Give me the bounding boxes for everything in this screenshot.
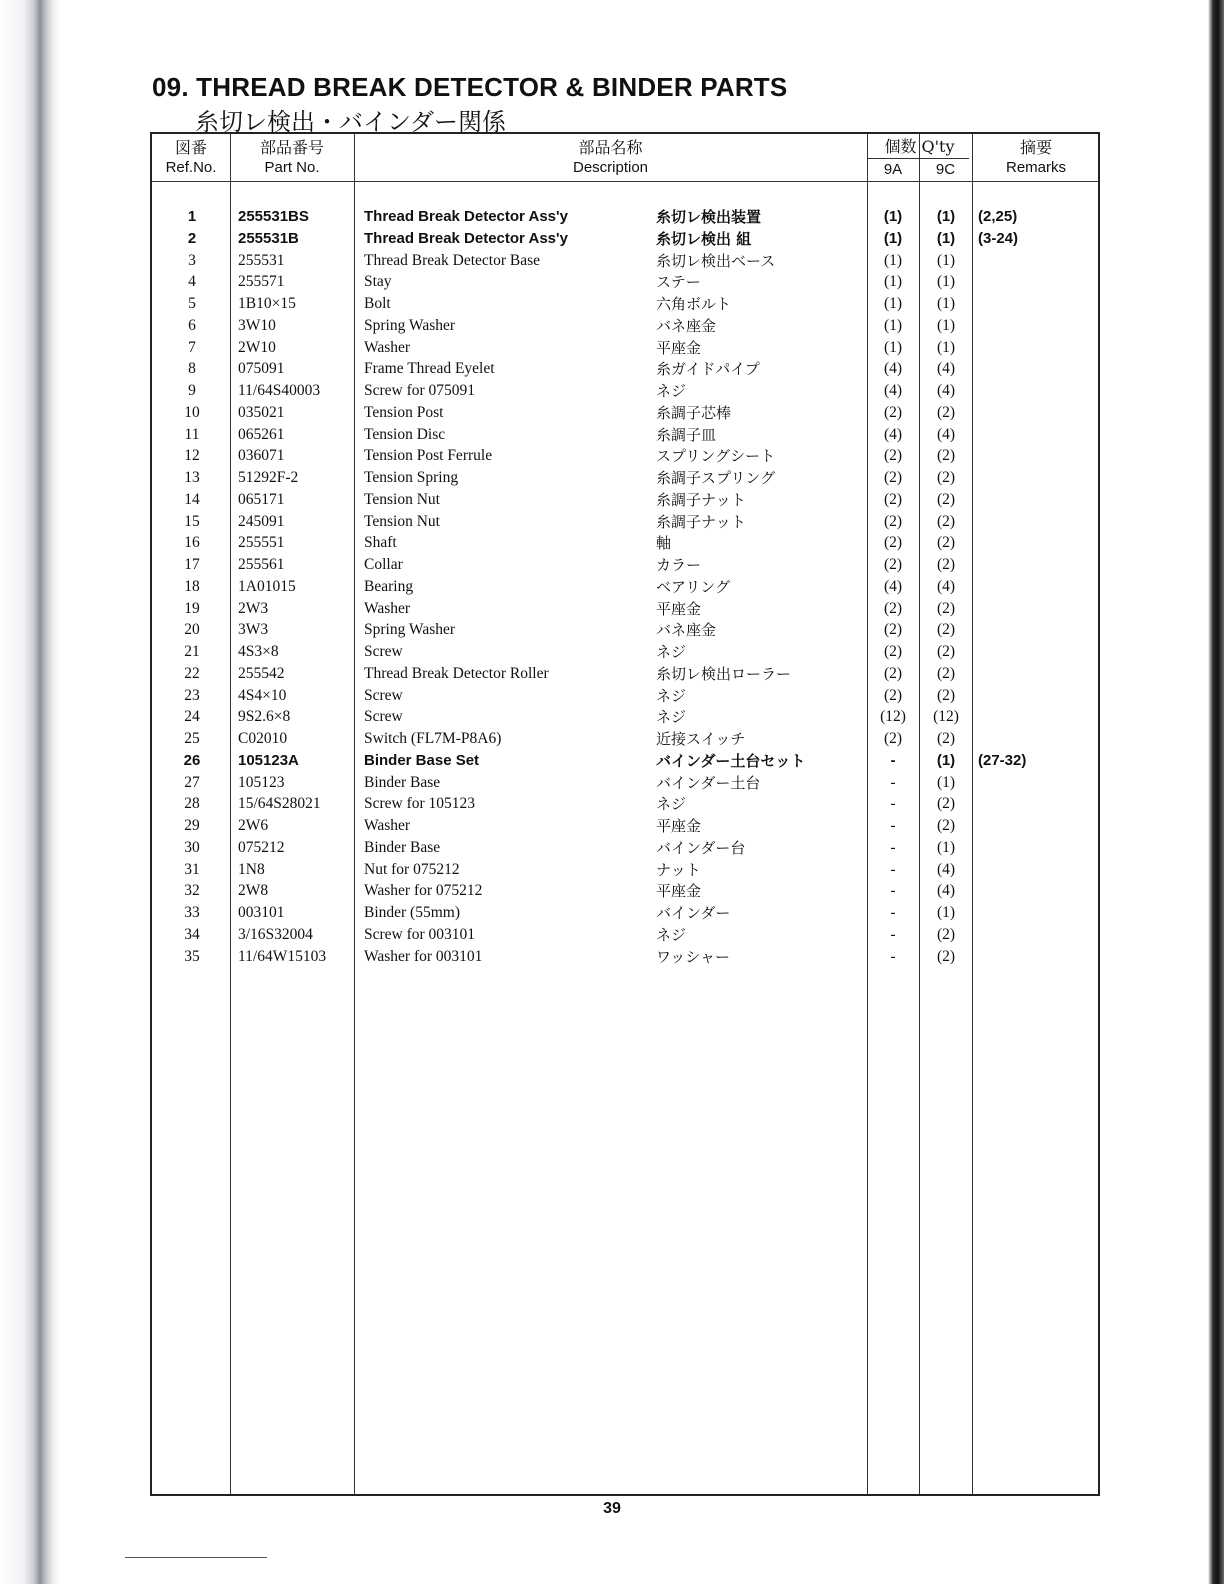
qty-9a: - [890, 773, 896, 791]
qty-9c: (2) [936, 534, 956, 552]
ref-number: 6 [188, 316, 196, 334]
description: Spring Washer [364, 621, 456, 639]
description: Screw [364, 686, 403, 704]
page-title: 09. THREAD BREAK DETECTOR & BINDER PARTS [152, 72, 788, 102]
description: Screw [364, 643, 403, 660]
description: Thread Break Detector Ass'y [364, 208, 568, 225]
ref-number: 8 [188, 360, 196, 378]
part-number: 255551 [238, 534, 285, 552]
description: Thread Break Detector Roller [364, 664, 549, 682]
table-row [152, 511, 1098, 533]
description-japanese: バネ座金 [656, 316, 717, 335]
description: Screw for 003101 [364, 925, 476, 943]
ref-number: 27 [184, 773, 200, 791]
description-japanese: バインダー土台 [656, 773, 761, 792]
part-number: 075091 [238, 360, 285, 378]
qty-9c: (4) [936, 360, 956, 378]
qty-9c: (12) [933, 708, 959, 726]
description-japanese: 糸調子ナット [656, 490, 746, 509]
description-japanese: ネジ [656, 925, 687, 944]
table-row [152, 358, 1098, 380]
qty-9c: (4) [936, 382, 956, 399]
qty-9c: (1) [936, 904, 956, 921]
description: Collar [364, 556, 403, 573]
table-row [152, 619, 1098, 641]
qty-9a: (1) [883, 229, 903, 247]
qty-9a: (2) [883, 534, 903, 552]
qty-9a: (2) [883, 621, 903, 639]
header-part [230, 138, 354, 178]
table-row [152, 206, 1098, 228]
description: Tension Post [364, 403, 444, 421]
qty-9c: (1) [936, 229, 956, 247]
ref-number: 20 [184, 621, 200, 639]
ref-number: 24 [184, 708, 200, 726]
qty-9c: (2) [936, 686, 956, 704]
part-number: 245091 [238, 512, 285, 530]
part-number: 105123A [238, 751, 299, 769]
description-japanese: バインダー台 [656, 838, 746, 857]
description: Spring Washer [364, 316, 456, 334]
part-number: 15/64S28021 [238, 795, 321, 813]
ref-number: 14 [184, 490, 200, 508]
table-row [152, 598, 1098, 620]
description: Tension Spring [364, 469, 459, 486]
qty-9c: (1) [936, 208, 956, 225]
header-description-jp: 部品名称 [578, 138, 643, 157]
qty-9c: (2) [936, 556, 956, 573]
header-qty-9c: 9C [935, 161, 956, 178]
description: Stay [364, 273, 392, 291]
part-number: 003101 [238, 904, 285, 921]
qty-9c: (4) [936, 425, 956, 443]
ref-number: 15 [184, 512, 200, 530]
table-row [152, 946, 1098, 968]
description-japanese: 糸切レ検出ベース [656, 251, 776, 270]
qty-9a: (1) [883, 338, 903, 356]
ref-number: 33 [184, 904, 200, 921]
ref-number: 19 [184, 599, 200, 617]
part-number: 1A01015 [238, 577, 296, 595]
part-number: 2W8 [238, 882, 269, 900]
table-row [152, 315, 1098, 337]
description-japanese: バネ座金 [656, 621, 717, 640]
header-ref [152, 138, 230, 178]
description: Switch (FL7M-P8A6) [364, 730, 502, 747]
description-japanese: 平座金 [656, 599, 702, 618]
ref-number: 26 [183, 751, 201, 769]
header-qty-9a: 9A [883, 161, 903, 178]
page-number: 39 [603, 1500, 621, 1517]
description-japanese: 糸調子芯棒 [656, 403, 732, 422]
qty-9a: (2) [883, 490, 903, 508]
description: Tension Nut [364, 490, 440, 508]
description: Washer [364, 338, 411, 356]
ref-number: 4 [188, 273, 196, 291]
description: Screw for 105123 [364, 795, 476, 813]
qty-9a: (2) [883, 556, 903, 573]
header-part-en: Part No. [264, 159, 320, 176]
header-ref-en: Ref.No. [165, 159, 217, 176]
description: Bolt [364, 295, 391, 312]
ref-number: 2 [187, 229, 197, 247]
qty-9a: (12) [880, 708, 906, 726]
header-qty-label: 個数 Q'ty [884, 137, 955, 156]
table-row [152, 772, 1098, 794]
qty-9c: (1) [936, 273, 956, 291]
qty-9a: (1) [883, 316, 903, 334]
ref-number: 13 [184, 469, 200, 486]
ref-number: 9 [188, 382, 196, 399]
part-number: 255571 [238, 273, 285, 291]
qty-9a: (2) [883, 447, 903, 465]
remarks: (2,25) [978, 208, 1018, 225]
description-japanese: バインダー [656, 904, 731, 922]
description-japanese: ネジ [656, 708, 687, 727]
qty-9a: (1) [883, 208, 903, 225]
qty-9a: (2) [883, 730, 903, 747]
table-row [152, 837, 1098, 859]
qty-9c: (2) [936, 403, 956, 421]
qty-9c: (1) [936, 295, 956, 312]
ref-number: 5 [188, 295, 196, 312]
part-number: 11/64S40003 [238, 382, 321, 399]
description-japanese: カラー [656, 556, 702, 574]
part-number: 51292F-2 [238, 469, 299, 486]
description-japanese: 糸切レ検出装置 [656, 208, 762, 226]
description: Bearing [364, 577, 414, 595]
table-row [152, 859, 1098, 881]
part-number: 2W6 [238, 817, 269, 834]
qty-9a: - [890, 795, 896, 813]
description-japanese: 糸調子ナット [656, 512, 746, 531]
part-number: 036071 [238, 447, 285, 465]
part-number: 255561 [238, 556, 285, 573]
ref-number: 31 [184, 860, 200, 878]
part-number: 3/16S32004 [238, 925, 313, 943]
part-number: 11/64W15103 [238, 947, 327, 965]
header-description [354, 138, 867, 178]
part-number: 035021 [238, 403, 285, 421]
table-row [152, 228, 1098, 250]
description: Binder Base [364, 838, 441, 856]
part-number: 075212 [238, 838, 285, 856]
ref-number: 1 [187, 208, 197, 225]
ref-number: 21 [184, 643, 200, 660]
header-part-jp: 部品番号 [259, 138, 324, 157]
ref-number: 30 [184, 838, 200, 856]
part-number: 1B10×15 [238, 295, 296, 312]
description: Washer for 075212 [364, 882, 483, 900]
qty-9a: (1) [883, 273, 903, 291]
part-number: 2W3 [238, 599, 269, 617]
part-number: 105123 [238, 773, 285, 791]
qty-9a: (2) [883, 469, 903, 486]
table-row [152, 685, 1098, 707]
qty-9c: (1) [936, 251, 956, 269]
remarks: (3-24) [978, 229, 1019, 247]
ref-number: 28 [184, 795, 200, 813]
ref-number: 25 [184, 730, 200, 747]
qty-9c: (1) [936, 338, 956, 356]
table-row [152, 924, 1098, 946]
qty-9a: - [890, 817, 896, 834]
ref-number: 11 [184, 425, 200, 443]
table-row [152, 880, 1098, 902]
ref-number: 32 [184, 882, 200, 900]
description-japanese: 平座金 [656, 817, 702, 835]
ref-number: 12 [184, 447, 200, 465]
description-japanese: ステー [656, 273, 701, 292]
qty-9a: (4) [883, 360, 903, 378]
description-japanese: 軸 [656, 534, 672, 553]
qty-9c: (4) [936, 577, 956, 595]
description-japanese: ワッシャー [656, 947, 730, 966]
qty-9a: - [890, 751, 896, 769]
page-title-japanese: 糸切レ検出・バインダー関係 [195, 108, 507, 136]
description-japanese: ネジ [656, 795, 687, 814]
ref-number: 16 [184, 534, 200, 552]
qty-9c: (1) [936, 773, 956, 791]
table-row [152, 467, 1098, 489]
qty-9a: (4) [883, 382, 903, 399]
description-japanese: 糸調子皿 [656, 425, 717, 444]
page-binding-shadow-left [0, 0, 60, 1584]
description: Shaft [364, 534, 397, 552]
description-japanese: 平座金 [656, 882, 702, 901]
qty-9a: (2) [883, 643, 903, 660]
qty-9a: (2) [883, 686, 903, 704]
qty-9c: (2) [936, 730, 956, 747]
table-row [152, 902, 1098, 924]
part-number: 255531BS [238, 208, 309, 225]
qty-9a: (1) [883, 295, 903, 312]
part-number: 4S4×10 [238, 686, 287, 704]
qty-9a: (4) [883, 577, 903, 595]
description: Binder Base [364, 773, 441, 791]
qty-9a: - [890, 947, 896, 965]
qty-9c: (1) [936, 316, 956, 334]
qty-9c: (2) [936, 469, 956, 486]
description: Binder (55mm) [364, 904, 460, 921]
qty-9a: - [890, 882, 896, 900]
table-row [152, 380, 1098, 402]
qty-9a: (1) [883, 251, 903, 269]
part-number: 065171 [238, 490, 285, 508]
header-remarks-jp: 摘要 [1019, 138, 1052, 157]
ref-number: 29 [184, 817, 200, 834]
ref-number: 18 [184, 577, 200, 595]
description-japanese: ネジ [656, 382, 687, 400]
part-number: 255531B [238, 229, 299, 247]
qty-9c: (2) [936, 490, 956, 508]
part-number: 1N8 [238, 860, 265, 878]
description: Washer for 003101 [364, 947, 483, 965]
qty-9c: (2) [936, 947, 956, 965]
description-japanese: 平座金 [656, 338, 702, 357]
qty-9a: - [890, 925, 896, 943]
description: Frame Thread Eyelet [364, 360, 495, 378]
description: Nut for 075212 [364, 860, 460, 878]
part-number: 4S3×8 [238, 643, 279, 660]
table-row [152, 728, 1098, 750]
table-row [152, 793, 1098, 815]
qty-9a: (4) [883, 425, 903, 443]
description: Screw [364, 708, 403, 726]
header-qty [867, 137, 972, 157]
description: Binder Base Set [364, 751, 480, 769]
qty-9c: (2) [936, 795, 956, 813]
part-number: 3W10 [238, 316, 276, 334]
description-japanese: ネジ [656, 643, 687, 661]
qty-9c: (2) [936, 925, 956, 943]
description-japanese: 近接スイッチ [656, 730, 746, 748]
description: Tension Disc [364, 425, 446, 443]
description-japanese: ネジ [656, 686, 687, 705]
qty-9c: (2) [936, 599, 956, 617]
qty-9a: (2) [883, 664, 903, 682]
description: Thread Break Detector Ass'y [364, 229, 568, 247]
qty-9a: - [890, 838, 896, 856]
ref-number: 3 [188, 251, 196, 269]
description: Screw for 075091 [364, 382, 476, 399]
header-remarks [972, 138, 1100, 178]
table-row [152, 424, 1098, 446]
table-row [152, 750, 1098, 772]
qty-9c: (1) [936, 838, 956, 856]
ref-number: 23 [184, 686, 200, 704]
table-row [152, 445, 1098, 467]
part-number: 3W3 [238, 621, 269, 639]
ref-number: 17 [184, 556, 200, 573]
qty-9a: (2) [883, 512, 903, 530]
table-row [152, 293, 1098, 315]
footnote-rule [125, 1557, 267, 1558]
table-row [152, 532, 1098, 554]
qty-9c: (2) [936, 643, 956, 660]
description-japanese: バインダー土台セット [656, 751, 806, 770]
qty-9c: (4) [936, 882, 956, 900]
qty-9c: (2) [936, 512, 956, 530]
description-japanese: 糸ガイドパイプ [656, 360, 760, 379]
description-japanese: ナット [656, 860, 701, 879]
table-row [152, 489, 1098, 511]
parts-table [150, 132, 1100, 1496]
qty-9a: - [890, 904, 896, 921]
table-row [152, 337, 1098, 359]
header-ref-jp: 図番 [174, 138, 207, 157]
description: Washer [364, 817, 411, 834]
table-row [152, 576, 1098, 598]
table-row [152, 815, 1098, 837]
ref-number: 10 [184, 403, 200, 421]
description-japanese: ベアリング [656, 577, 731, 596]
part-number: 065261 [238, 425, 285, 443]
header-description-en: Description [572, 159, 649, 176]
qty-9c: (2) [936, 817, 956, 834]
part-number: 255531 [238, 251, 285, 269]
description: Tension Post Ferrule [364, 447, 493, 465]
description: Thread Break Detector Base [364, 251, 541, 269]
part-number: 9S2.6×8 [238, 708, 291, 726]
qty-9c: (2) [936, 621, 956, 639]
description-japanese: 糸調子スプリング [656, 469, 776, 487]
ref-number: 35 [184, 947, 200, 965]
page-binding-shadow-right [1160, 0, 1224, 1584]
description-japanese: 糸切レ検出 組 [656, 229, 752, 248]
table-row [152, 402, 1098, 424]
qty-subheader-divider [867, 158, 969, 159]
table-row [152, 706, 1098, 728]
description-japanese: 糸切レ検出ローラー [656, 664, 792, 683]
qty-9c: (2) [936, 664, 956, 682]
ref-number: 22 [184, 664, 200, 682]
ref-number: 7 [188, 338, 196, 356]
qty-9c: (1) [936, 751, 956, 769]
part-number: 255542 [238, 664, 285, 682]
description: Tension Nut [364, 512, 440, 530]
remarks: (27-32) [978, 751, 1027, 769]
qty-9a: - [890, 860, 896, 878]
header-remarks-en: Remarks [1005, 159, 1066, 176]
table-row [152, 250, 1098, 272]
description: Washer [364, 599, 411, 617]
part-number: C02010 [238, 730, 288, 747]
table-row [152, 554, 1098, 576]
table-row [152, 663, 1098, 685]
header-divider [152, 181, 1098, 182]
qty-9a: (2) [883, 599, 903, 617]
qty-9c: (2) [936, 447, 956, 465]
qty-9c: (4) [936, 860, 956, 878]
description-japanese: スプリングシート [656, 447, 776, 466]
ref-number: 34 [184, 925, 200, 943]
part-number: 2W10 [238, 338, 276, 356]
table-row [152, 271, 1098, 293]
qty-9a: (2) [883, 403, 903, 421]
table-row [152, 641, 1098, 663]
description-japanese: 六角ボルト [656, 295, 732, 313]
